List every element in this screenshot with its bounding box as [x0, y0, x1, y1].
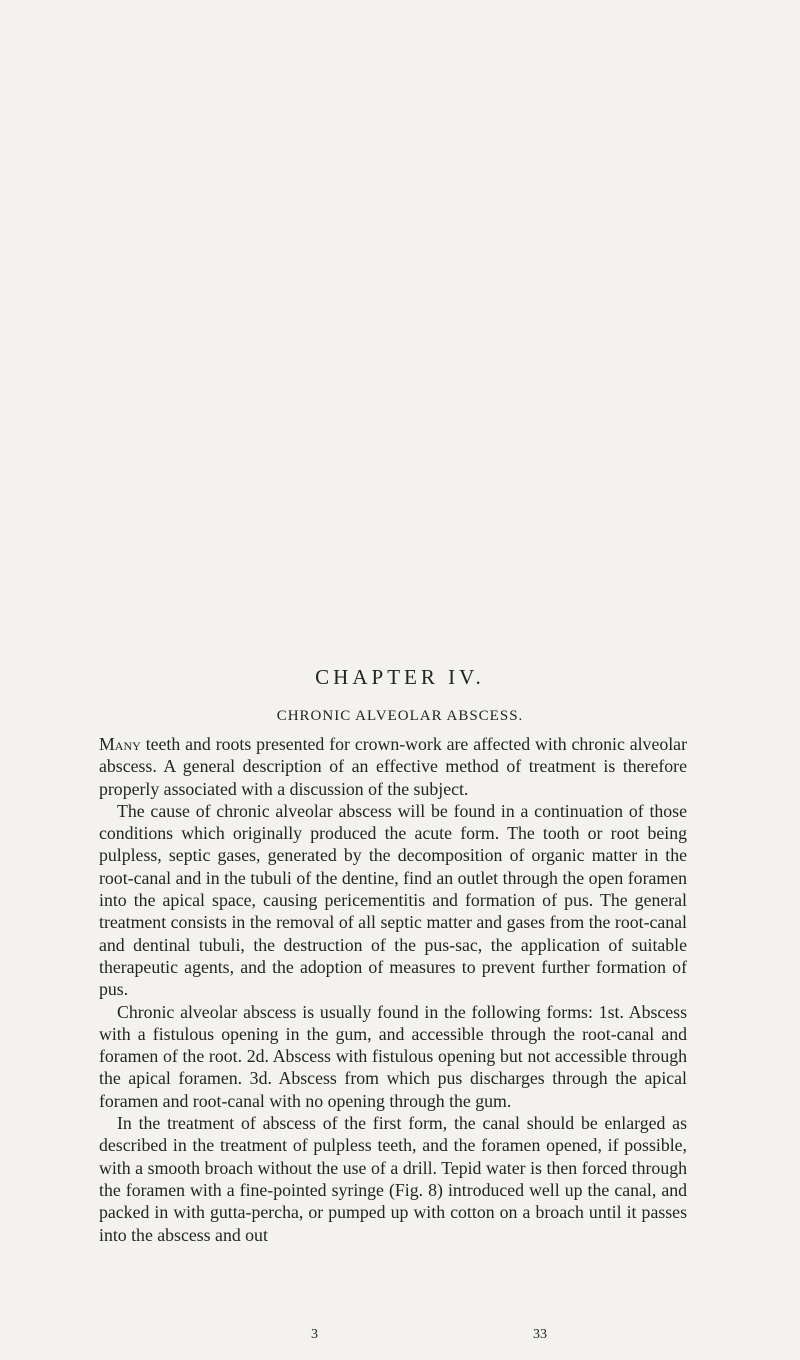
- paragraph-1: [99, 733, 687, 800]
- paragraph-1-text: teeth and roots presented for crown-work are affected with chronic alveolar abscess. A general description of an effective method of treatment is therefore properly associated with a discussion of the subject.: [99, 734, 687, 799]
- paragraph-2: The cause of chronic alveolar abscess will be found in a continuation of those conditions which originally produced the acute form. The tooth or root being pulpless, septic gases, generated by the decomposition of organic matter in the root-canal and in the tubuli of the dentine, find an outlet through the open foramen into the apical space, causing pericementitis and formation of pus. The general treatment consists in the removal of all septic matter and gases from the root-canal and dentinal tubuli, the destruction of the pus-sac, the application of suitable therapeutic agents, and the adoption of measures to prevent further formation of pus.: [99, 800, 687, 1000]
- section-title: CHRONIC ALVEOLAR ABSCESS.: [276, 708, 524, 724]
- body-text: [99, 733, 687, 1246]
- signature-mark: 3: [311, 1327, 318, 1342]
- page-number: 33: [533, 1327, 547, 1342]
- paragraph-4: In the treatment of abscess of the first form, the canal should be enlarged as described in the treatment of pulpless teeth, and the foramen opened, if possible, with a smooth broach without the use of a drill. Tepid water is then forced through the foramen with a fine-pointed syringe (Fig. 8) introduced well up the canal, and packed in with gutta-percha, or pumped up with cotton on a broach until it passes into the abscess and out: [99, 1113, 687, 1245]
- chapter-title: CHAPTER IV.: [315, 665, 485, 689]
- paragraph-3: Chronic alveolar abscess is usually found in the following forms: 1st. Abscess with a fistulous opening in the gum, and accessible through the root-canal and foramen of the root. 2d. Abscess with fistulous opening but not accessible through the apical foramen. 3d. Abscess from which pus discharges through the apical foramen and root-canal with no opening through the gum.: [99, 1001, 687, 1111]
- paragraph-lead-word: Many: [99, 734, 141, 754]
